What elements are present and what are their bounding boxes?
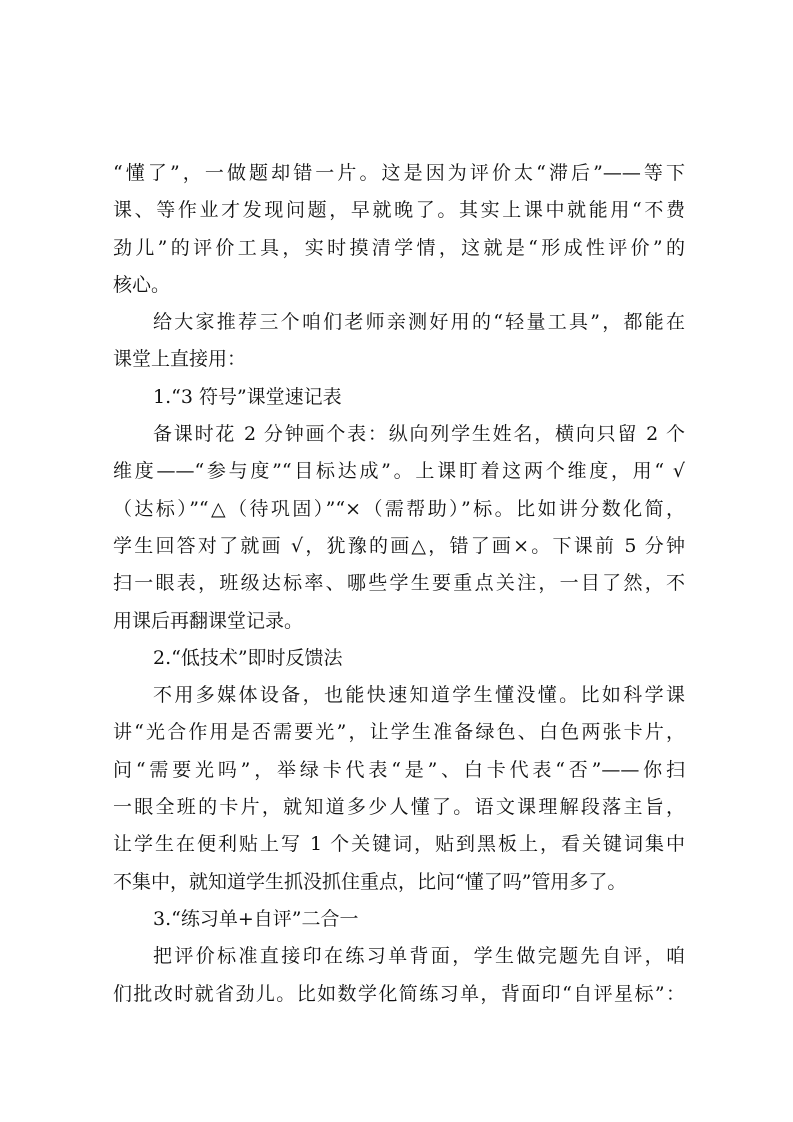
text-line: 核心。 xyxy=(113,273,171,296)
text-line: 3.“练习单+自评”二合一 xyxy=(153,907,359,930)
text-line: 不集中，就知道学生抓没抓住重点，比问“懂了吗”管用多了。 xyxy=(113,870,627,893)
text-line: 给大家推荐三个咱们老师亲测好用的“轻量工具”，都能在 xyxy=(153,311,685,334)
paragraph xyxy=(113,938,685,1013)
text-line: 把评价标准直接印在练习单背面，学生做完题先自评，咱 xyxy=(153,945,685,968)
paragraph xyxy=(113,677,685,901)
text-line: 讲“光合作用是否需要光”，让学生准备绿色、白色两张卡片， xyxy=(113,721,685,744)
text-line: 一眼全班的卡片，就知道多少人懂了。语文课理解段落主旨， xyxy=(113,796,685,819)
text-line: 课堂上直接用： xyxy=(113,348,247,371)
document-body xyxy=(113,155,685,1013)
paragraph xyxy=(113,379,685,416)
text-line: 1.“3 符号”课堂速记表 xyxy=(153,385,342,408)
paragraph xyxy=(113,416,685,640)
text-line: 不用多媒体设备，也能快速知道学生懂没懂。比如科学课 xyxy=(153,684,685,707)
text-line: 用课后再翻课堂记录。 xyxy=(113,609,304,632)
text-line: “懂了”，一做题却错一片。这是因为评价太“滞后”——等下 xyxy=(113,162,685,184)
text-line: 扫一眼表，班级达标率、哪些学生要重点关注，一目了然，不 xyxy=(113,572,685,595)
text-line: 学生回答对了就画 √，犹豫的画△，错了画×。下课前 5 分钟 xyxy=(113,534,685,557)
text-line: 让学生在便利贴上写 1 个关键词，贴到黑板上，看关键词集中 xyxy=(113,833,685,856)
text-line: 们批改时就省劲儿。比如数学化简练习单，背面印“自评星标”： xyxy=(113,982,685,1005)
paragraph xyxy=(113,901,685,938)
paragraph xyxy=(113,155,685,304)
text-line: 维度——“参与度”“目标达成”。上课盯着这两个维度，用“ √ xyxy=(113,460,685,483)
text-line: 劲儿”的评价工具，实时摸清学情，这就是“形成性评价”的 xyxy=(113,236,685,259)
text-line: 课、等作业才发现问题，早就晚了。其实上课中就能用“不费 xyxy=(113,199,685,222)
text-line: 问“需要光吗”，举绿卡代表“是”、白卡代表“否”——你扫 xyxy=(113,758,685,781)
text-line: 备课时花 2 分钟画个表：纵向列学生姓名，横向只留 2 个 xyxy=(153,423,685,446)
text-line: 2.“低技术”即时反馈法 xyxy=(153,646,343,669)
paragraph xyxy=(113,304,685,379)
paragraph xyxy=(113,640,685,677)
text-line: （达标）”“△（待巩固）”“×（需帮助）”标。比如讲分数化简， xyxy=(113,497,685,520)
